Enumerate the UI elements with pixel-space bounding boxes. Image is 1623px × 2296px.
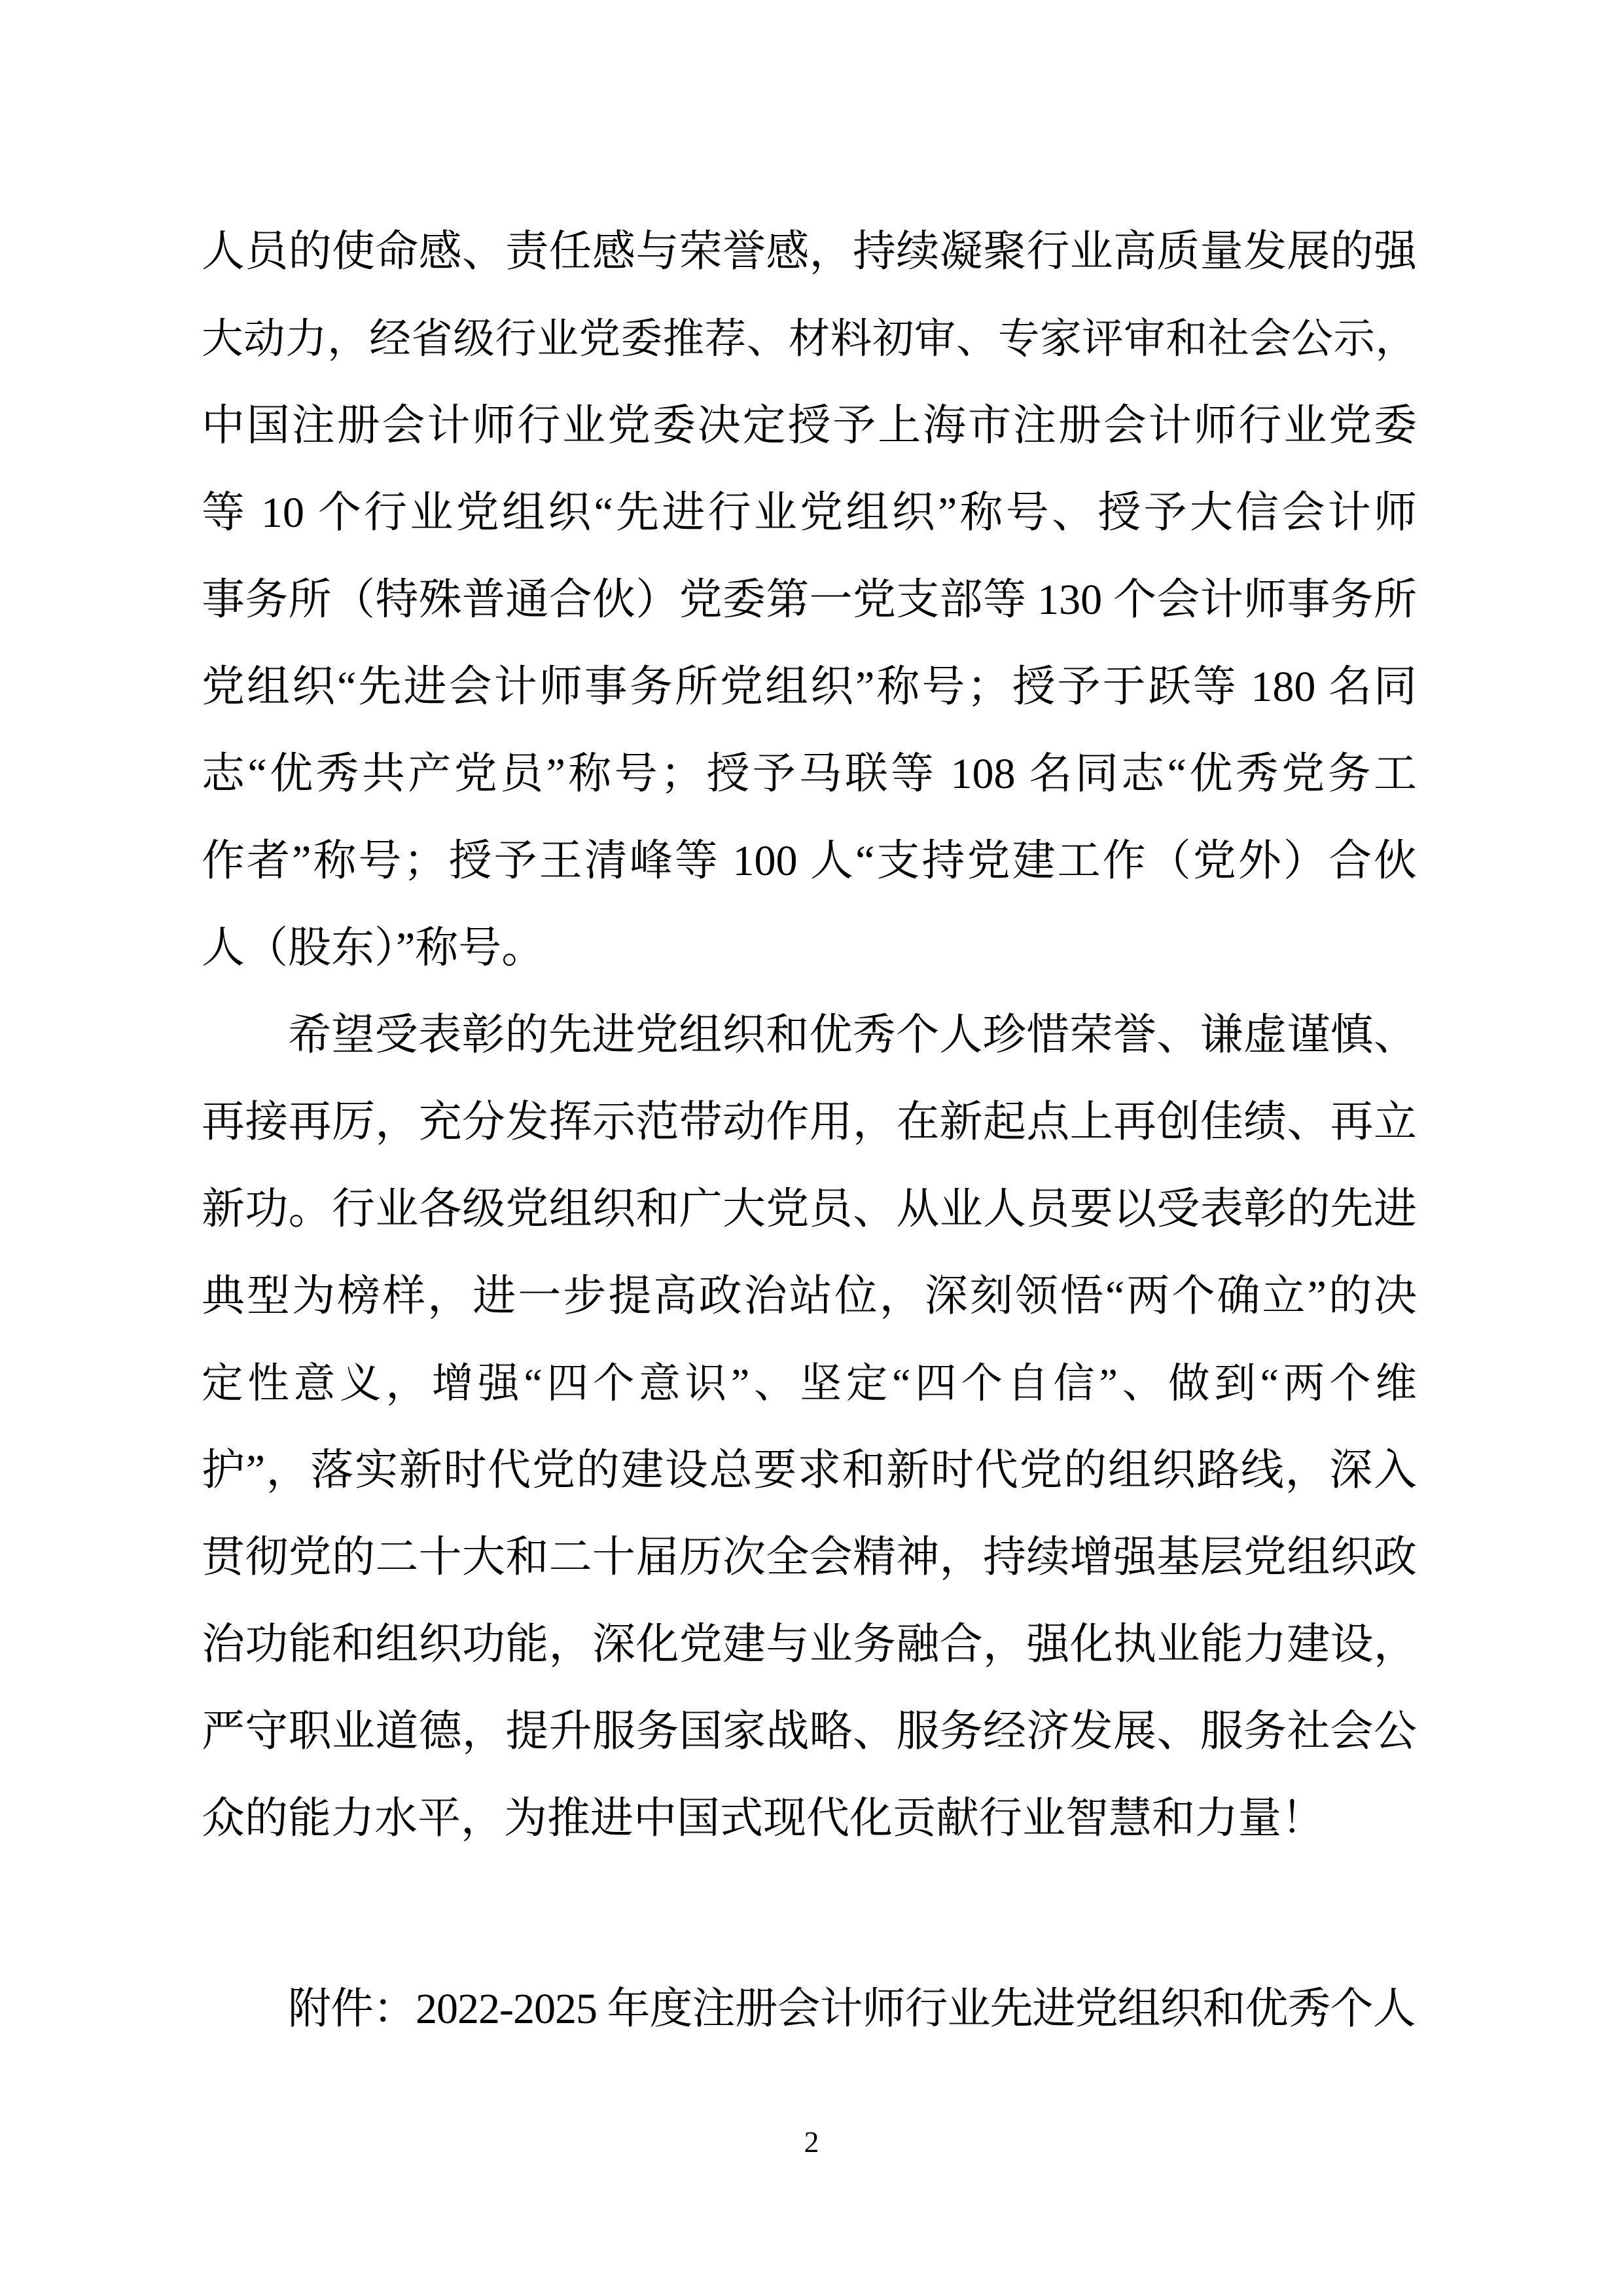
body-line: 人（股东）”称号。 bbox=[202, 924, 545, 972]
body-line: 再接再厉，充分发挥示范带动作用，在新起点上再创佳绩、再立 bbox=[202, 1098, 1417, 1146]
body-line: 党组织“先进会计师事务所党组织”称号；授予于跃等 180 名同 bbox=[202, 663, 1417, 711]
body-line: 众的能力水平，为推进中国式现代化贡献行业智慧和力量！ bbox=[202, 1795, 1325, 1842]
body-line: 希望受表彰的先进党组织和优秀个人珍惜荣誉、谦虚谨慎、 bbox=[288, 1011, 1417, 1059]
document-body bbox=[202, 208, 1417, 2053]
body-line: 志“优秀共产党员”称号；授予马联等 108 名同志“优秀党务工 bbox=[202, 750, 1417, 798]
body-line: 中国注册会计师行业党委决定授予上海市注册会计师行业党委 bbox=[202, 402, 1417, 450]
body-line: 定性意义，增强“四个意识”、坚定“四个自信”、做到“两个维 bbox=[202, 1360, 1417, 1407]
body-line: 事务所（特殊普通合伙）党委第一党支部等 130 个会计师事务所 bbox=[202, 576, 1417, 624]
attachment-line: 附件：2022-2025 年度注册会计师行业先进党组织和优秀个人 bbox=[288, 1985, 1416, 2033]
body-line: 新功。行业各级党组织和广大党员、从业人员要以受表彰的先进 bbox=[202, 1185, 1417, 1233]
body-line: 典型为榜样，进一步提高政治站位，深刻领悟“两个确立”的决 bbox=[202, 1272, 1417, 1320]
body-line: 作者”称号；授予王清峰等 100 人“支持党建工作（党外）合伙 bbox=[202, 837, 1417, 885]
body-line: 大动力，经省级行业党委推荐、材料初审、专家评审和社会公示， bbox=[202, 315, 1417, 362]
body-line: 人员的使命感、责任感与荣誉感，持续凝聚行业高质量发展的强 bbox=[202, 228, 1417, 276]
body-line: 等 10 个行业党组织“先进行业党组织”称号、授予大信会计师 bbox=[202, 489, 1417, 537]
body-line: 贯彻党的二十大和二十届历次全会精神，持续增强基层党组织政 bbox=[202, 1534, 1417, 1581]
paragraph-2 bbox=[202, 992, 1417, 1862]
body-line: 治功能和组织功能，深化党建与业务融合，强化执业能力建设， bbox=[202, 1621, 1417, 1668]
page-number: 2 bbox=[804, 2125, 819, 2159]
body-line: 严守职业道德，提升服务国家战略、服务经济发展、服务社会公 bbox=[202, 1708, 1417, 1755]
body-line: 护”，落实新时代党的建设总要求和新时代党的组织路线，深入 bbox=[202, 1446, 1417, 1494]
paragraph-1 bbox=[202, 208, 1417, 992]
